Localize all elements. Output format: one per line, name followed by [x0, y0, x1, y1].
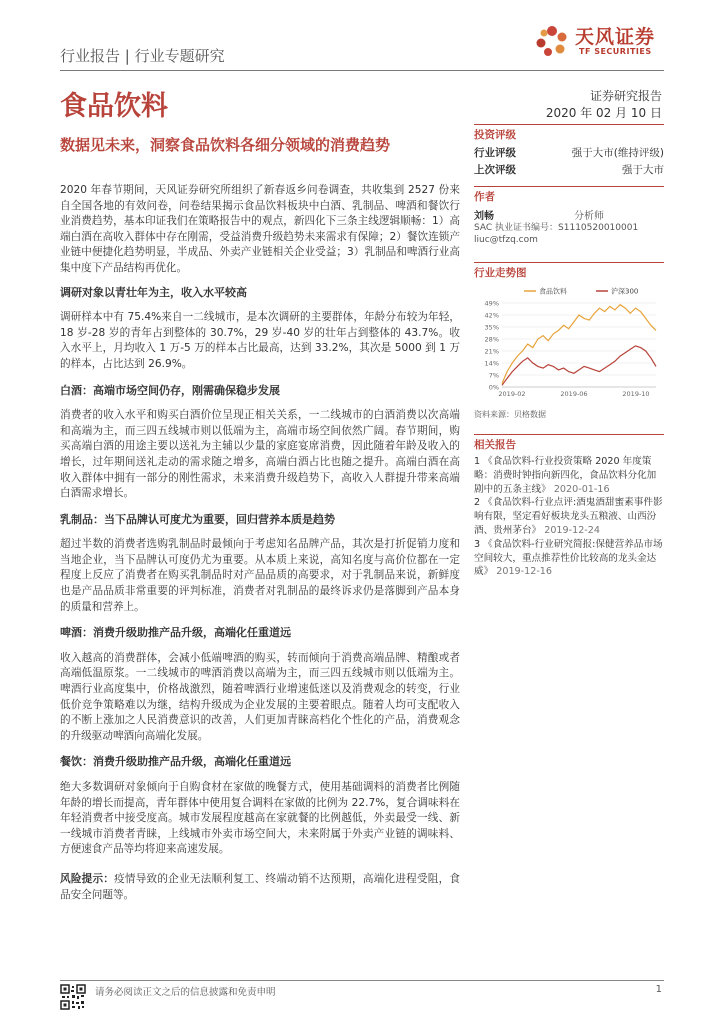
main-content [60, 183, 460, 907]
industry-rating-label: 行业评级 [474, 147, 516, 159]
author-name: 刘畅 [474, 211, 494, 222]
section-body: 绝大多数调研对象倾向于自购食材在家做的晚餐方式，使用基础调料的消费者比例随年龄的增长而提高，青年群体中使用复合调料在家做的比例为 22.7%，复合调味料在年轻消费者中接受度高。城市发展程度越高在家就餐的比例越低，外卖最受一线、新一线城市消费者青睐，上线城市外卖市场空间大，未来附属于外卖产业链的调味料、方便速食产品等均将迎来高速发展。 [60, 781, 460, 856]
industry-trend-chart [474, 283, 664, 403]
y-tick-label: 0% [488, 383, 499, 392]
related-report-title[interactable]: 2 《食品饮料-行业点评:酒鬼酒甜蜜素事件影响有限，坚定看好板块龙头五粮液、山西汾酒、贵州茅台》 [474, 497, 663, 536]
report-category: 行业报告 | 行业专题研究 [60, 47, 225, 65]
y-tick-label: 14% [484, 359, 499, 368]
related-report-item[interactable] [474, 538, 664, 579]
report-date: 2020 年 02 月 10 日 [545, 106, 662, 120]
author-row [474, 207, 664, 222]
page-number: 1 [655, 984, 662, 995]
trend-block [474, 262, 664, 280]
header-divider [60, 70, 664, 71]
risk-warning [60, 872, 460, 903]
related-report-item[interactable] [474, 455, 664, 496]
footer-divider [60, 980, 664, 981]
related-report-date: 2019-12-24 [544, 524, 600, 536]
author-title: 分析师 [574, 211, 604, 222]
prev-rating-label: 上次评级 [474, 164, 516, 176]
chart-source: 资料来源：贝格数据 [474, 410, 546, 419]
related-heading: 相关报告 [474, 434, 664, 452]
section-heading: 乳制品：当下品牌认可度尤为重要，回归营养本质是趋势 [60, 512, 335, 526]
section-body: 收入越高的消费群体，会减小低端啤酒的购买，转而倾向于消费高端品牌、精酿或者高端低温原浆。一二线城市的啤酒消费以高端为主，而三四五线城市则以低端为主。啤酒行业高度集中，价格战激烈，随着啤酒行业增速低迷以及消费观念的转变，行业低价竞争策略难以为继，结构升级成为企业发展的主要着眼点。随着人均可支配收入的不断上涨加之人民消费意识的改善，人们更加青睐高档化个性化的产品，消费观念的升级驱动啤酒向高端化发展。 [60, 651, 460, 742]
section-heading: 调研对象以青壮年为主，收入水平较高 [60, 285, 247, 299]
risk-label: 风险提示： [60, 872, 115, 885]
report-type: 证券研究报告 [589, 89, 662, 103]
legend-label: 沪深300 [611, 287, 639, 296]
x-tick-label: 2019-06 [560, 390, 588, 398]
related-report-date: 2020-01-16 [553, 483, 610, 495]
industry-name: 食品饮料 [60, 91, 168, 122]
author-email[interactable]: liuc@tfzq.com [474, 235, 538, 245]
section-body: 消费者的收入水平和购买白酒价位呈现正相关关系，一二线城市的白酒消费以次高端和高端为主，而三四五线城市则以低端为主，高端市场空间依然广阔。春节期间，购买高端白酒的用途主要以送礼为主辅以少量的家庭宴席消费，因此随着年龄及收入的增长，过年期间送礼走动的需求随之增多，高端白酒占比也随之提升。高端白酒在高收入群体中拥有一部分的刚性需求，未来消费升级趋势下，高收入人群提升带来高端白酒需求增长。 [60, 409, 460, 500]
report-title: 数据见未来，洞察食品饮料各细分领域的消费趋势 [60, 136, 391, 154]
rating-heading: 投资评级 [474, 124, 664, 142]
related-reports-block [474, 434, 664, 579]
series-line-food-beverage [502, 305, 656, 384]
intro-paragraph: 2020 年春节期间，天风证券研究所组织了新春返乡问卷调查，共收集到 2527 份来自全国各地的有效问卷，问卷结果揭示食品饮料板块中白酒、乳制品、啤酒和餐饮行业消费趋势，基本印证我们在策略报告中的观点，新四化下三条主线逻辑顺畅：1）高端白酒在高收入群体中存在刚需，受益消费升级趋势未来需求有保障；2）餐饮连锁产业链中便捷化趋势明显，半成品、外卖产业链相关企业受益；3）乳制品和啤酒行业高集中度下产品结构再优化。 [60, 184, 460, 274]
author-block [474, 186, 664, 246]
author-cert: SAC 执业证书编号：S1110520010001 [474, 223, 639, 233]
y-tick-label: 21% [484, 347, 499, 356]
related-report-title[interactable]: 1 《食品饮料-行业投资策略 2020 年度策略：消费时钟指向新四化，食品饮料分化加剧中的五条主线》 [474, 456, 657, 495]
risk-text: 疫情导致的企业无法顺利复工、终端动销不达预期，高端化进程受阻，食品安全问题等。 [60, 872, 461, 901]
industry-rating-value: 强于大市(维持评级) [571, 147, 664, 159]
related-report-date: 2019-12-16 [496, 566, 553, 578]
section-heading: 啤酒：消费升级助推产品升级，高端化任重道远 [60, 626, 291, 640]
logo-name-cn: 天风证券 [575, 26, 656, 48]
y-tick-label: 42% [484, 311, 499, 320]
industry-rating-row [474, 145, 664, 160]
x-tick-label: 2019-10 [622, 390, 650, 398]
legend-label: 食品饮料 [539, 287, 567, 296]
x-tick-label: 2019-02 [498, 390, 526, 398]
y-tick-label: 28% [484, 335, 499, 344]
y-tick-label: 7% [488, 371, 499, 380]
section-heading: 餐饮：消费升级助推产品升级，高端化任重道远 [60, 755, 291, 769]
y-tick-label: 49% [484, 299, 499, 308]
section-body: 超过半数的消费者选购乳制品时最倾向于考虑知名品牌产品，其次是打折促销力度和当地企业，当下品牌认可度仍尤为重要。从本质上来说，高知名度与高价位都在一定程度上反应了消费者在购买乳制品时对产品品质的高要求，对于乳制品来说，新鲜度也是产品品质非常重要的评判标准，消费者对乳制品的最终诉求仍是落脚到产品本身的质量和营养上。 [60, 538, 460, 613]
trend-heading: 行业走势图 [474, 262, 664, 280]
section-body: 调研样本中有 75.4%来自一二线城市，是本次调研的主要群体，年龄分布较为年轻，18 岁-28 岁的青年占到整体的 30.7%，29 岁-40 岁的壮年占到整体的 43.7%。收入水平上，月均收入 1 万-5 万的样本占比最高，达到 33.2%，其次是 5000 到 1 万的样本，占比达到 26.9%。 [60, 311, 460, 370]
footer-disclaimer: 请务必阅读正文之后的信息披露和免责申明 [95, 987, 276, 998]
series-line-csi300 [502, 346, 656, 385]
author-heading: 作者 [474, 186, 664, 204]
section-heading: 白酒：高端市场空间仍存，刚需确保稳步发展 [60, 383, 280, 397]
rating-block [474, 124, 664, 177]
qr-code-icon [60, 984, 86, 1010]
related-report-title[interactable]: 3 《食品饮料-行业研究简报:保健营养品市场空间较大，重点推荐性价比较高的龙头金达威》 [474, 538, 663, 578]
prev-rating-row [474, 162, 664, 177]
prev-rating-value: 强于大市 [622, 164, 664, 176]
y-tick-label: 35% [484, 323, 499, 332]
related-report-item[interactable] [474, 496, 664, 537]
logo-name-en: TF SECURITIES [579, 47, 652, 56]
